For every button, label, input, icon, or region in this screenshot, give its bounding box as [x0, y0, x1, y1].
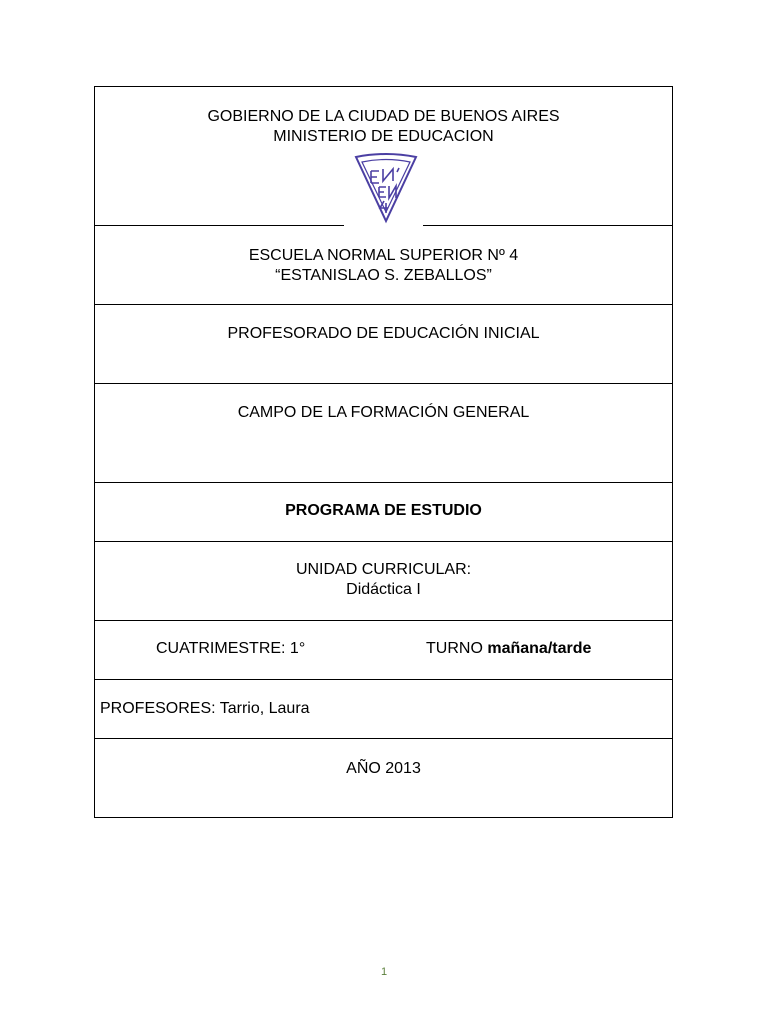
turno-label: TURNO	[426, 640, 483, 657]
unidad-value: Didáctica I	[346, 581, 421, 598]
section-divider-3	[95, 383, 672, 384]
section-divider-7	[95, 679, 672, 680]
section-divider-1-left	[95, 225, 344, 226]
page-number: 1	[380, 966, 388, 978]
school-name: ESCUELA NORMAL SUPERIOR Nº 4	[248, 247, 519, 264]
year-label: AÑO 2013	[346, 760, 421, 777]
profesores-line: PROFESORES: Tarrio, Laura	[100, 700, 310, 717]
cover-frame	[94, 86, 673, 818]
ministry-title: MINISTERIO DE EDUCACION	[273, 128, 494, 145]
school-logo	[353, 153, 419, 225]
section-divider-6	[95, 620, 672, 621]
unidad-label: UNIDAD CURRICULAR:	[295, 561, 472, 578]
section-divider-8	[95, 738, 672, 739]
school-patron: “ESTANISLAO S. ZEBALLOS”	[275, 267, 492, 284]
section-divider-2	[95, 304, 672, 305]
government-title: GOBIERNO DE LA CIUDAD DE BUENOS AIRES	[207, 108, 560, 125]
section-divider-1-right	[423, 225, 672, 226]
profesorado-title: PROFESORADO DE EDUCACIÓN INICIAL	[227, 325, 540, 342]
turno-field	[426, 638, 666, 660]
section-divider-5	[95, 541, 672, 542]
cuatrimestre-label: CUATRIMESTRE: 1°	[156, 640, 306, 657]
section-divider-4	[95, 482, 672, 483]
turno-value: mañana/tarde	[487, 640, 592, 657]
programa-title: PROGRAMA DE ESTUDIO	[285, 502, 482, 519]
campo-title: CAMPO DE LA FORMACIÓN GENERAL	[237, 404, 530, 421]
